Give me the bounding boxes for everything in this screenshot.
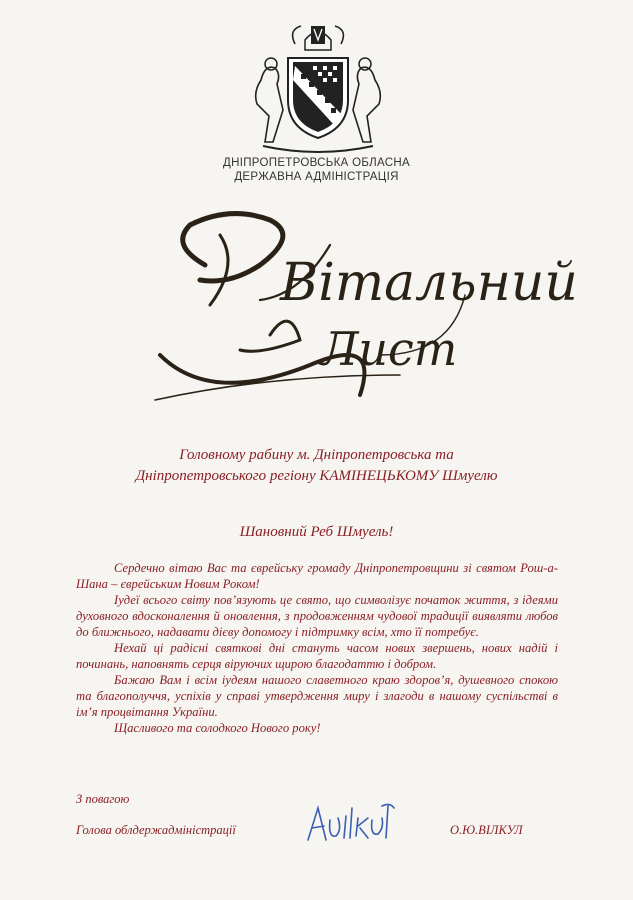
calligraphic-title xyxy=(150,205,578,420)
body-paragraph-1: Сердечно вітаю Вас та єврейську громаду Дніпропетровщини зі святом Рош-а-Шана – єврейським Новим Роком! xyxy=(76,561,558,591)
signer-name: О.Ю.ВІЛКУЛ xyxy=(450,823,523,837)
salutation: Шановний Реб Шмуель! xyxy=(239,524,394,540)
handwritten-signature xyxy=(302,800,397,848)
org-name-line2: ДЕРЖАВНА АДМІНІСТРАЦІЯ xyxy=(234,171,399,183)
body-paragraph-4: Бажаю Вам і всім іудеям нашого славетного краю здоров’я, душевного спокою та благополуччя, успіхів у справі утвердження миру і злагоди в нашому суспільстві в ім’я процвітання України. xyxy=(76,673,558,719)
closing-regards: З повагою xyxy=(76,792,130,806)
regional-coat-of-arms-icon xyxy=(243,20,393,160)
body-paragraph-2: Іудеї всього світу пов’язують це свято, що символізує початок життя, з ідеями духовного вдосконалення й оновлення, з продовженням чудової традиції виявляти любов до ближнього, надавати дієву допомогу і підтримку всім, хто її потребує. xyxy=(76,593,558,639)
title-word-1: Вітальний xyxy=(280,253,578,313)
body-paragraph-3: Нехай ці радісні святкові дні стануть часом нових звершень, нових надій і починань, наповнять серця віруючих щирою благодаттю і добром. xyxy=(76,641,558,671)
addressee-line1: Головному рабину м. Дніпропетровська та xyxy=(179,447,454,463)
addressee-line2: Дніпропетровського регіону КАМІНЕЦЬКОМУ Шмуелю xyxy=(135,468,498,484)
org-name-line1: ДНІПРОПЕТРОВСЬКА ОБЛАСНА xyxy=(223,157,410,169)
letter-body xyxy=(76,560,558,736)
body-paragraph-5: Щасливого та солодкого Нового року! xyxy=(114,721,321,735)
signer-title: Голова облдержадміністрації xyxy=(76,823,236,837)
title-word-2: Лист xyxy=(320,322,458,376)
